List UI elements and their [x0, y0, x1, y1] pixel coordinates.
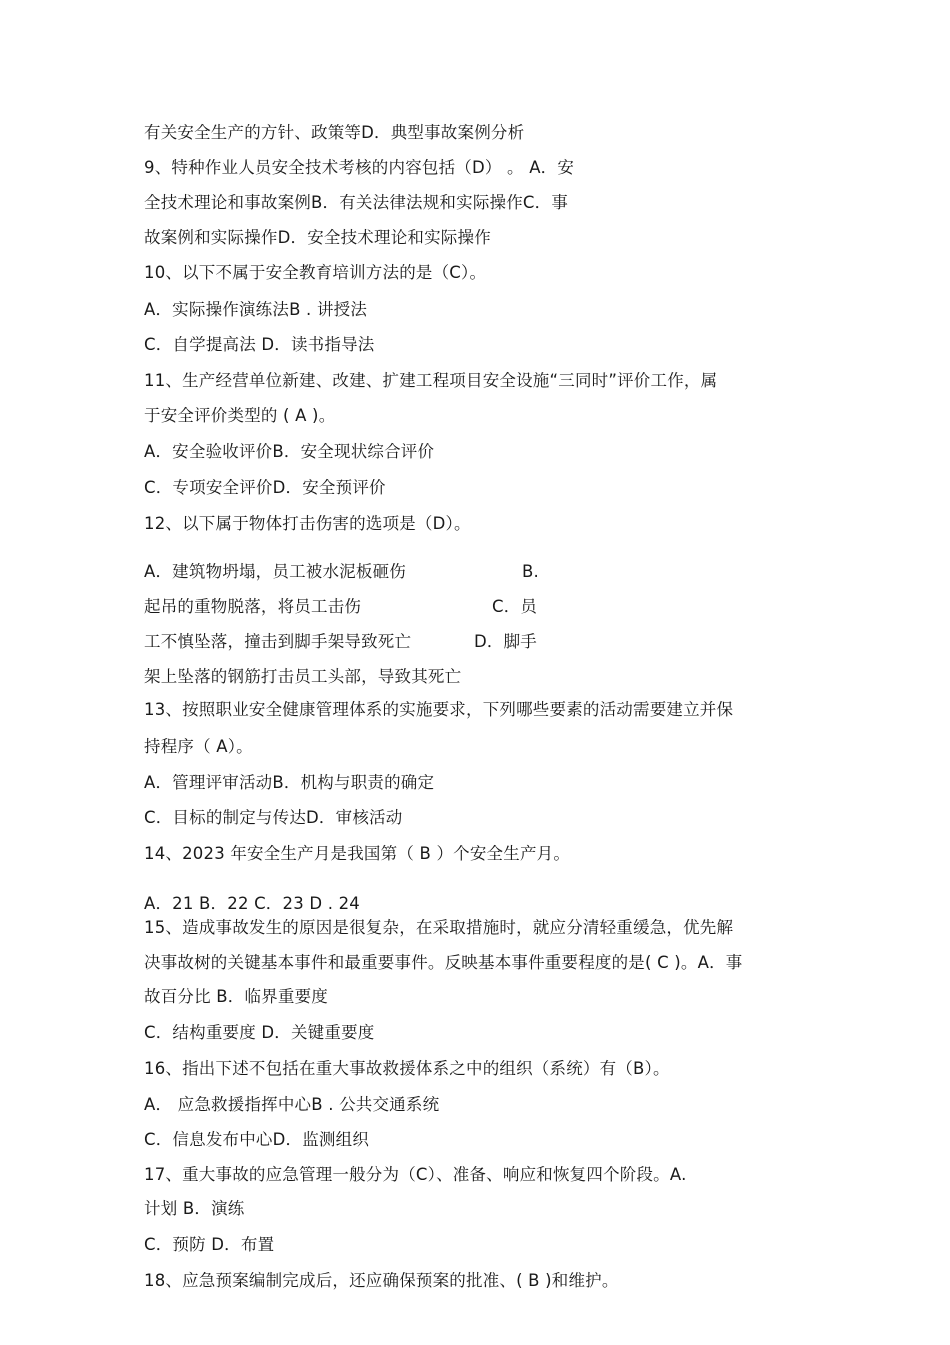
question-18: 18、应急预案编制完成后，还应确保预案的批准、( B )和维护。 — [144, 1271, 619, 1290]
option-d-text: 架上坠落的钢筋打击员工头部，导致其死亡 — [144, 667, 462, 686]
options-line: A．安全验收评价B．安全现状综合评价 — [144, 442, 435, 461]
option-d-label: D．脚手 — [474, 632, 538, 651]
question-13: 13、按照职业安全健康管理体系的实施要求，下列哪些要素的活动需要建立并保 — [144, 700, 734, 719]
options-line: C．信息发布中心D．监测组织 — [144, 1130, 370, 1149]
text-line: 有关安全生产的方针、政策等D．典型事故案例分析 — [144, 123, 525, 142]
question-9: 9、特种作业人员安全技术考核的内容包括（D） 。 A．安 — [144, 158, 575, 177]
question-11: 11、生产经营单位新建、改建、扩建工程项目安全设施“三同时”评价工作，属 — [144, 371, 718, 390]
option-c-label: C．员 — [492, 597, 538, 616]
text-line: 于安全评价类型的 ( A )。 — [144, 406, 336, 425]
option-b-text: 起吊的重物脱落，将员工击伤 — [144, 597, 362, 616]
options-line: C．结构重要度 D．关键重要度 — [144, 1023, 375, 1042]
options-line: A．实际操作演练法B . 讲授法 — [144, 300, 368, 319]
options-line: C．目标的制定与传达D．审核活动 — [144, 808, 403, 827]
option-b-label: B. — [522, 562, 539, 581]
question-12: 12、以下属于物体打击伤害的选项是（D）。 — [144, 514, 471, 533]
text-line: 故案例和实际操作D．安全技术理论和实际操作 — [144, 228, 491, 247]
question-16: 16、指出下述不包括在重大事故救援体系之中的组织（系统）有（B）。 — [144, 1059, 670, 1078]
question-15: 15、造成事故发生的原因是很复杂，在采取措施时，就应分清轻重缓急，优先解 — [144, 918, 734, 937]
text-line: 计划 B．演练 — [144, 1199, 245, 1218]
question-17: 17、重大事故的应急管理一般分为（C）、准备、响应和恢复四个阶段。A. — [144, 1165, 687, 1184]
options-line: C．自学提高法 D．读书指导法 — [144, 335, 375, 354]
options-line: A．管理评审活动B．机构与职责的确定 — [144, 773, 435, 792]
text-line: 决事故树的关键基本事件和最重要事件。反映基本事件重要程度的是( C )。A．事 — [144, 953, 743, 972]
options-line: A．21 B．22 C．23 D . 24 — [144, 894, 360, 913]
text-line: 全技术理论和事故案例B．有关法律法规和实际操作C．事 — [144, 193, 569, 212]
text-line: 故百分比 B．临界重要度 — [144, 987, 328, 1006]
options-line: C．预防 D．布置 — [144, 1235, 275, 1254]
question-14: 14、2023 年安全生产月是我国第（ B ）个安全生产月。 — [144, 844, 571, 863]
option-a: A．建筑物坍塌，员工被水泥板砸伤 — [144, 562, 406, 581]
options-line: C．专项安全评价D．安全预评价 — [144, 478, 386, 497]
option-c-text: 工不慎坠落，撞击到脚手架导致死亡 — [144, 632, 412, 651]
question-10: 10、以下不属于安全教育培训方法的是（C）。 — [144, 263, 487, 282]
text-line: 持程序（ A）。 — [144, 737, 253, 756]
options-line: A． 应急救援指挥中心B . 公共交通系统 — [144, 1095, 440, 1114]
